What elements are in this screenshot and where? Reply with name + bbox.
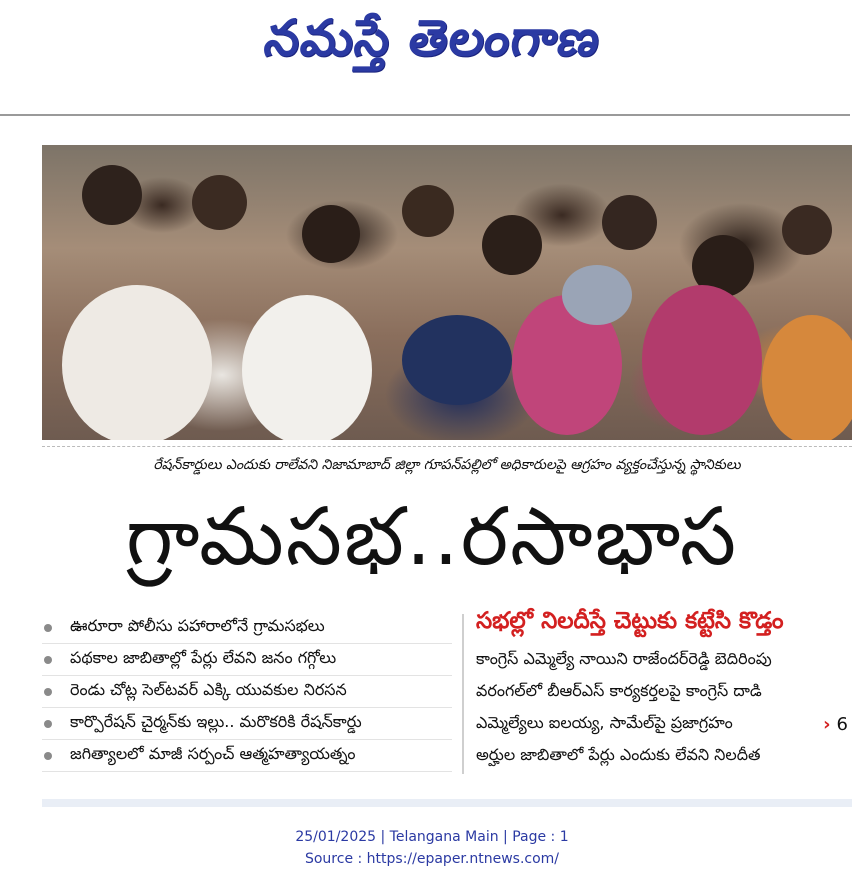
sidebar-headline: సభల్లో నిలదీస్తే చెట్టుకు కట్టేసి కొడ్తం [476, 608, 784, 634]
page-reference[interactable] [823, 714, 848, 735]
bullet-text: పథకాల జాబితాల్లో పేర్లు లేవని జనం గగ్గోలు [70, 648, 337, 667]
masthead-title: నమస్తే తెలంగాణ [261, 8, 605, 67]
photo-caption: రేషన్‌కార్డులు ఎందుకు రాలేవని నిజామాబాద్ జిల్లా గూపన్‌పల్లిలో అధికారులపై ఆగ్రహం వ్యక్తంచేస్తున్న స్థానికులు [42, 446, 852, 486]
bullet-text: జగిత్యాలలో మాజీ సర్పంచ్ ఆత్మహత్యాయత్నం [70, 744, 356, 763]
column-divider [462, 614, 464, 774]
page-reference-number: 6 [836, 713, 848, 735]
source-footer [0, 826, 864, 870]
bullet-item [42, 740, 452, 772]
chevron-right-icon: › [823, 713, 831, 735]
bullet-text: రెండు చోట్ల సెల్‌టవర్ ఎక్కి యువకుల నిరసన [70, 680, 347, 699]
source-link[interactable]: Source : https://epaper.ntnews.com/ [304, 851, 560, 867]
bullet-text: ఊరూరా పోలీసు పహారాలోనే గ్రామసభలు [70, 616, 325, 635]
sidebar-line: వరంగల్‌లో బీఆర్‌ఎస్ కార్యకర్తలపై కాంగ్రెస్ దాడి [476, 680, 762, 700]
bullet-item [42, 708, 452, 740]
masthead-divider [0, 114, 850, 116]
bullet-text: కార్పొరేషన్ చైర్మన్‌కు ఇల్లు.. మరొకరికి రేషన్‌కార్డు [70, 712, 362, 731]
bullet-dot-icon [44, 720, 52, 728]
bullet-item [42, 644, 452, 676]
main-headline: గ్రామసభ..రసాభాస [125, 489, 739, 583]
sidebar-line-text: ఎమ్మెల్యేలు ఐలయ్య, సామేల్‌పై ప్రజాగ్రహం [476, 712, 733, 732]
sidebar-line: కాంగ్రెస్ ఎమ్మెల్యే నాయిని రాజేందర్‌రెడ్డి బెదిరింపు [476, 648, 772, 668]
bottom-band [42, 799, 852, 807]
bullet-dot-icon [44, 624, 52, 632]
bullet-item [42, 612, 452, 644]
bullet-list [42, 612, 452, 772]
sidebar-story [476, 604, 856, 772]
bullet-dot-icon [44, 656, 52, 664]
sidebar-line: అర్హుల జాబితాలో పేర్లు ఎందుకు లేవని నిలదీత [476, 744, 761, 764]
edition-info: 25/01/2025 | Telangana Main | Page : 1 [295, 829, 569, 845]
bullet-dot-icon [44, 688, 52, 696]
bullet-item [42, 676, 452, 708]
bullet-dot-icon [44, 752, 52, 760]
gram-sabha-crowd-photo [42, 145, 852, 440]
masthead [0, 0, 864, 88]
sidebar-line [476, 708, 856, 740]
